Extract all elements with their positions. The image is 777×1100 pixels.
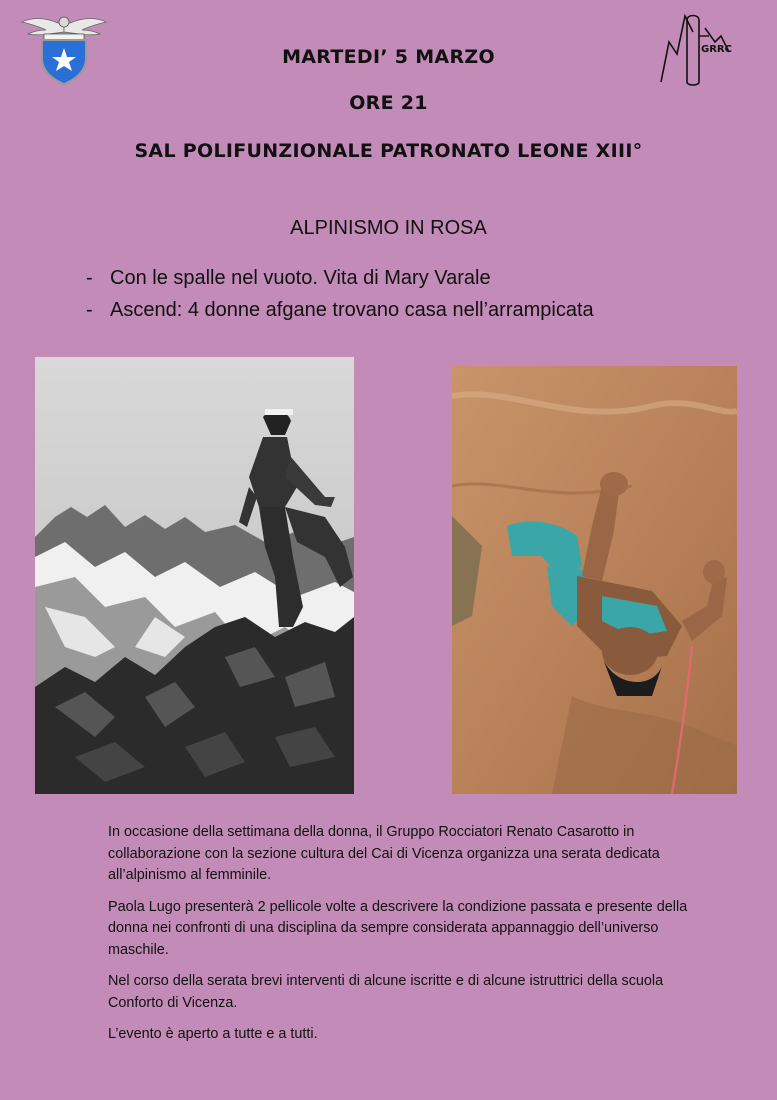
film-title: Con le spalle nel vuoto. Vita di Mary Varale <box>110 267 491 289</box>
photo-climber <box>452 366 737 794</box>
description-paragraph: In occasione della settimana della donna, il Gruppo Rocciatori Renato Casarotto in collaborazione con la sezione cultura del Cai di Vicenza organizza una serata dedicata all’alpinismo al femminile. <box>108 824 660 883</box>
event-description <box>108 822 708 1056</box>
film-dash: - <box>86 299 93 321</box>
description-paragraph: Paola Lugo presenterà 2 pellicole volte a descrivere la condizione passata e presente della donna nei confronti di una disciplina da sempre considerata appannaggio dell’universo maschile. <box>108 898 688 958</box>
event-subtitle: ALPINISMO IN ROSA <box>290 217 487 239</box>
photo-mary-varale <box>35 357 354 794</box>
description-paragraph: L’evento è aperto a tutte e a tutti. <box>108 1026 318 1042</box>
event-venue: SAL POLIFUNZIONALE PATRONATO LEONE XIII° <box>134 140 643 162</box>
film-dash: - <box>86 267 93 289</box>
film-item <box>86 294 594 326</box>
event-time: ORE 21 <box>349 92 428 114</box>
event-date: MARTEDI’ 5 MARZO <box>282 46 495 68</box>
mountaineer-photo-icon <box>35 357 354 794</box>
grrc-logo-text: GRRC <box>701 44 732 55</box>
film-item <box>86 262 594 294</box>
film-title: Ascend: 4 donne afgane trovano casa nell’arrampicata <box>110 299 594 321</box>
film-list <box>86 262 594 326</box>
climber-photo-icon <box>452 366 737 794</box>
description-paragraph: Nel corso della serata brevi interventi di alcune iscritte e di alcune istruttrici della scuola Conforto di Vicenza. <box>108 973 664 1011</box>
